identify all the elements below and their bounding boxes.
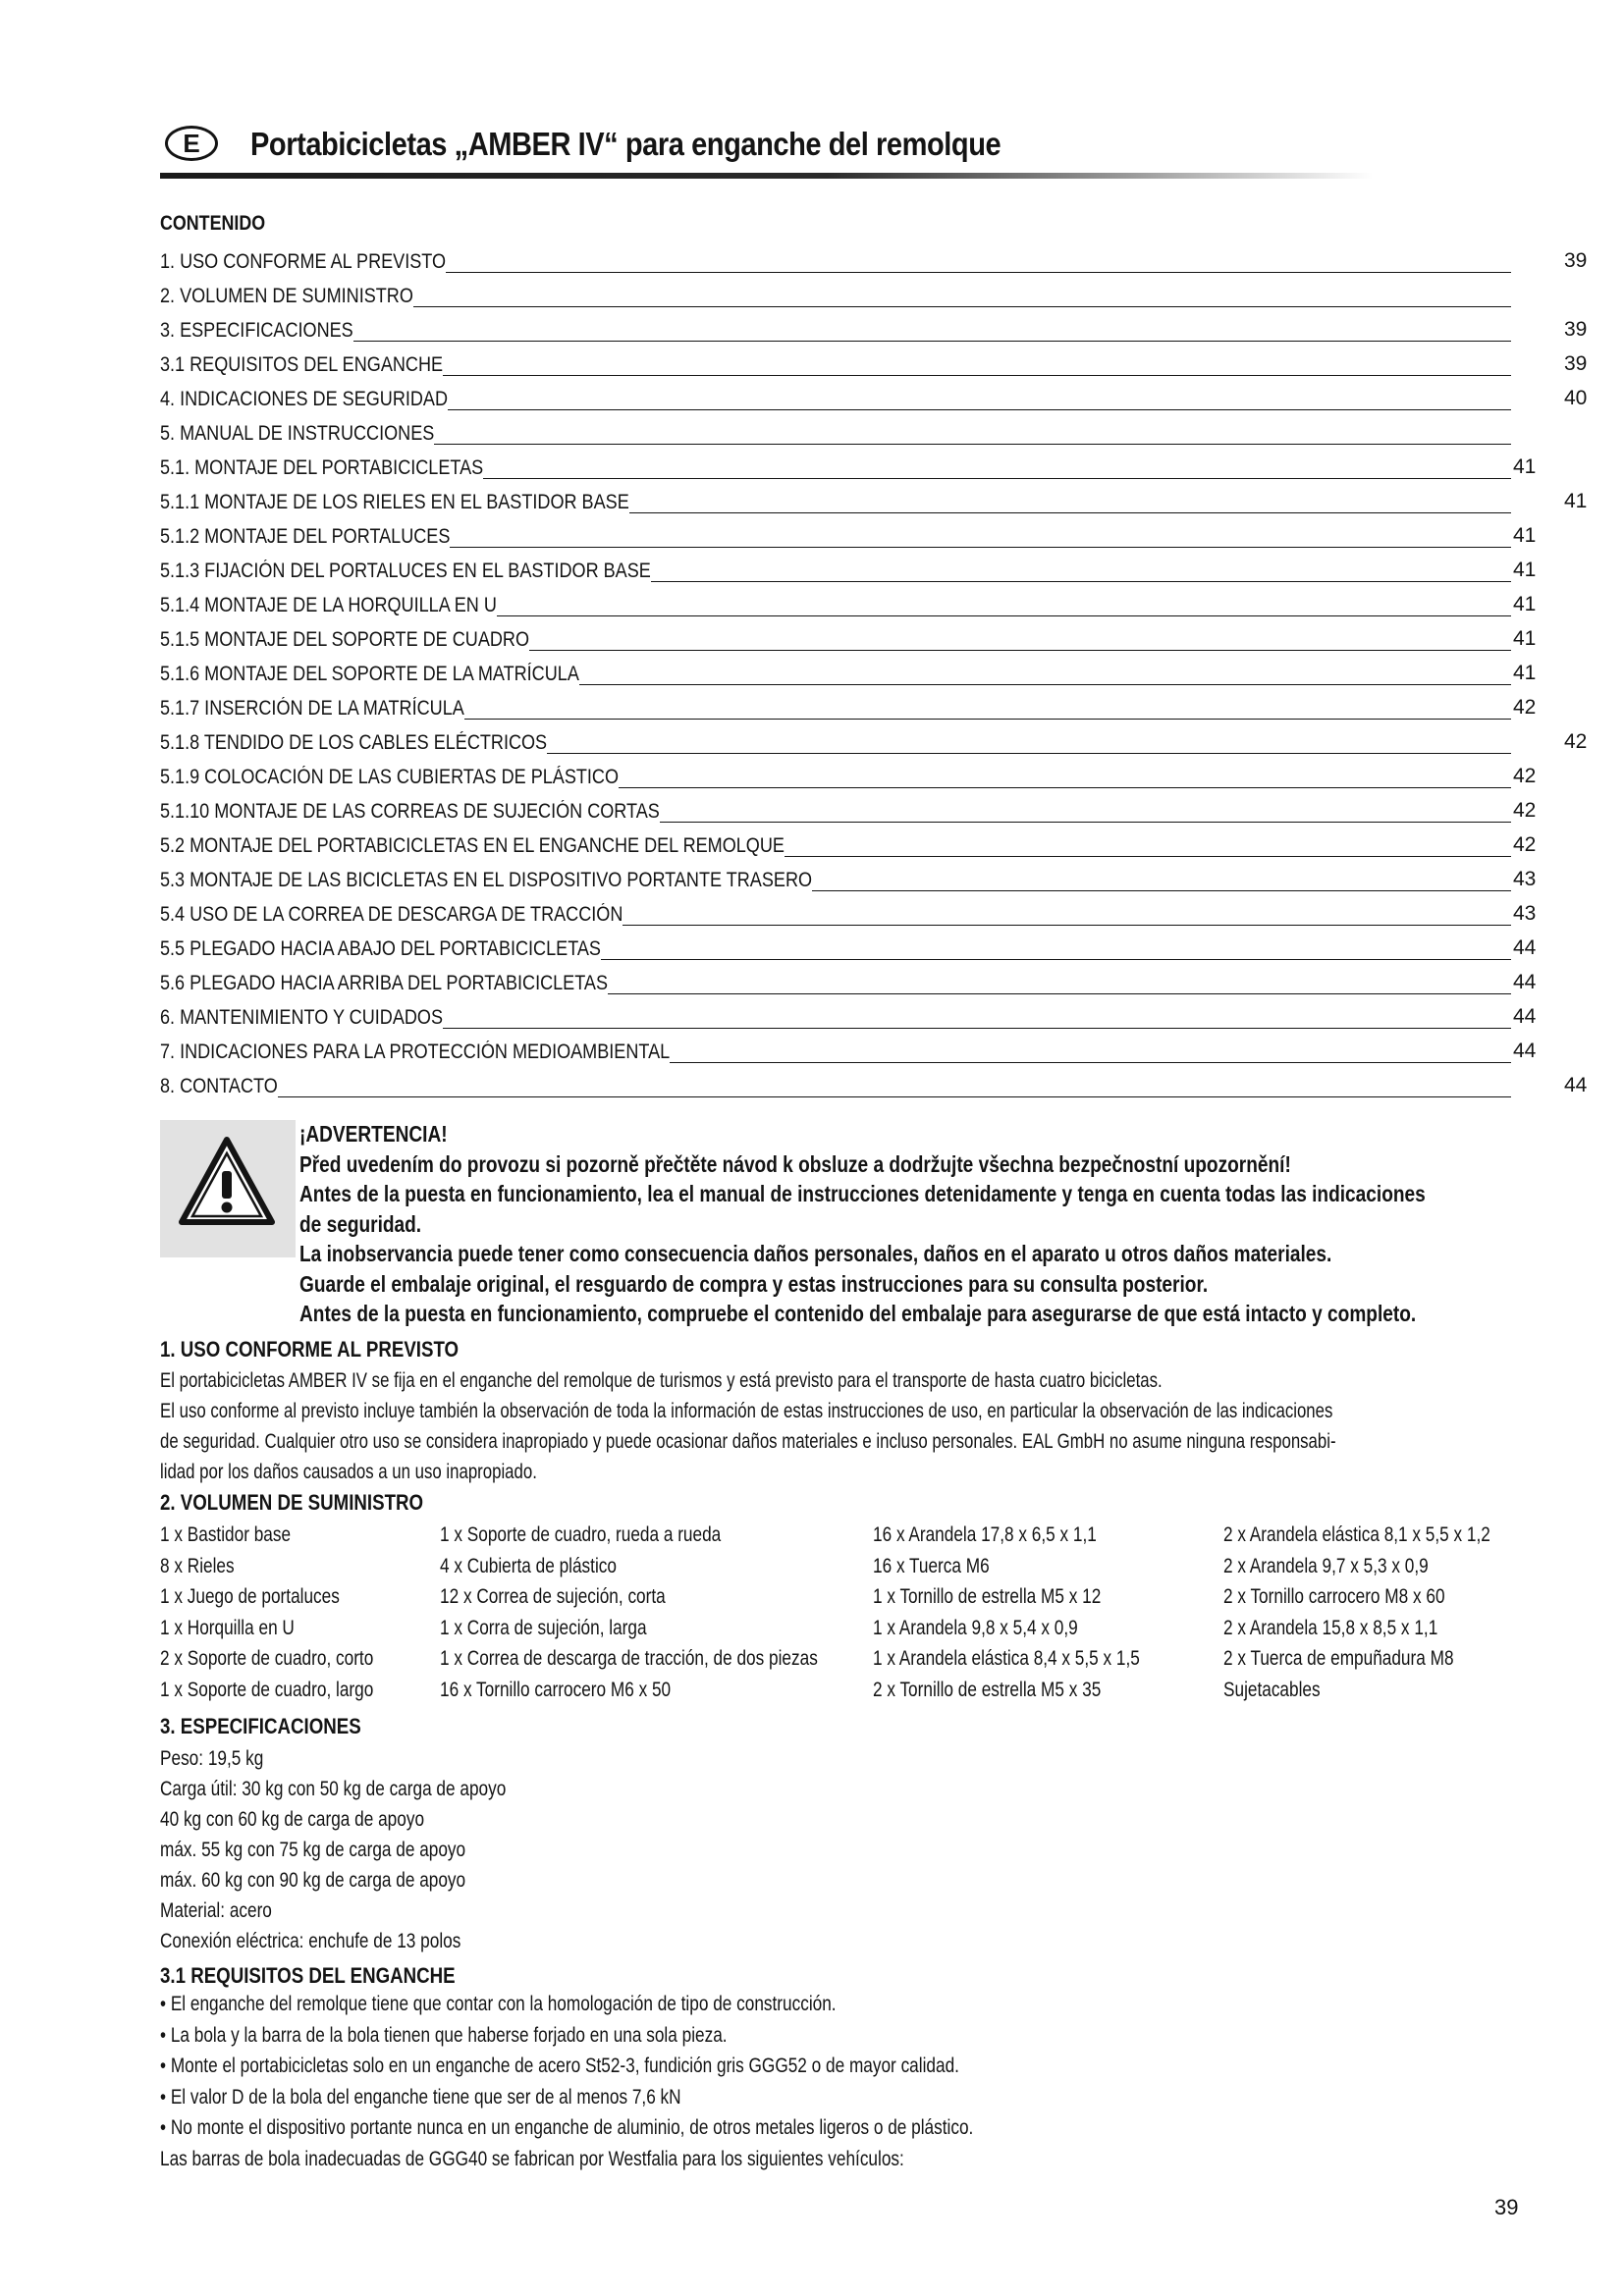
toc-item-label: 5.1.10 MONTAJE DE LAS CORREAS DE SUJECIÓN CORTAS [160,800,660,823]
page-number: 39 [1494,2195,1519,2219]
supply-item: 1 x Soporte de cuadro, rueda a rueda [440,1523,722,1546]
supply-item: 2 x Soporte de cuadro, corto [160,1647,374,1670]
document-title: Portabicicletas „AMBER IV“ para enganche del remolque [250,126,1001,162]
toc-item-page: 42 [1513,799,1537,822]
spec-line: máx. 55 kg con 75 kg de carga de apoyo [160,1839,466,1861]
toc-leader-line [629,512,1511,513]
toc-item [160,929,1589,963]
supply-item: 2 x Arandela 9,7 x 5,3 x 0,9 [1223,1554,1429,1577]
requirements-list [160,1989,973,2174]
toc-leader-line [547,753,1511,754]
toc-item [160,448,1589,482]
paragraph-line: de seguridad. Cualquier otro uso se considera inapropiado y puede ocasionar daños materiales e incluso personales. EAL GmbH no asume ninguna responsabi- [160,1430,1336,1453]
toc-item-label: 5.1. MONTAJE DEL PORTABICICLETAS [160,456,484,479]
spec-line: máx. 60 kg con 90 kg de carga de apoyo [160,1869,466,1892]
supply-item: 12 x Correa de sujeción, corta [440,1585,666,1608]
toc-item [160,1066,1589,1100]
toc-item-label: 5.1.1 MONTAJE DE LOS RIELES EN EL BASTIDOR BASE [160,491,629,513]
toc-item-label: 5.1.9 COLOCACIÓN DE LAS CUBIERTAS DE PLÁSTICO [160,766,620,788]
toc-item-page: 40 [1564,387,1588,409]
supply-item: 2 x Arandela elástica 8,1 x 5,5 x 1,2 [1223,1523,1490,1546]
section-heading-requisitos: 3.1 REQUISITOS DEL ENGANCHE [160,1963,456,1988]
toc-item [160,722,1589,757]
toc-item [160,791,1589,826]
warning-line: La inobservancia puede tener como consecuencia daños personales, daños en el aparato u otros daños materiales. [299,1241,1332,1266]
toc-item-page: 41 [1564,490,1588,512]
warning-box [160,1120,296,1257]
warning-text [299,1119,1537,1329]
supply-item: 2 x Arandela 15,8 x 8,5 x 1,1 [1223,1616,1438,1639]
toc-item [160,516,1589,551]
supply-item: 2 x Tornillo de estrella M5 x 35 [873,1678,1102,1701]
supply-item: Sujetacables [1223,1678,1321,1701]
toc-item-page: 41 [1513,455,1537,478]
toc-item-label: 6. MANTENIMIENTO Y CUIDADOS [160,1006,444,1029]
section-heading-uso: 1. USO CONFORME AL PREVISTO [160,1337,460,1362]
supply-item: 1 x Arandela 9,8 x 5,4 x 0,9 [873,1616,1078,1639]
requirement-item: • No monte el dispositivo portante nunca en un enganche de aluminio, de otros metales ligeros o de plástico. [160,2116,974,2139]
toc-item [160,997,1589,1032]
toc-item [160,551,1589,585]
toc-item-page: 42 [1513,833,1537,856]
specifications-list [160,1743,506,1956]
supply-item: 1 x Horquilla en U [160,1616,295,1639]
warning-line: Guarde el embalaje original, el resguardo de compra y estas instrucciones para su consulta posterior. [299,1270,1209,1297]
toc-leader-line [450,547,1511,548]
requirement-item: • La bola y la barra de la bola tienen que haberse forjado en una sola pieza. [160,2023,728,2047]
toc-item-label: 5.1.8 TENDIDO DE LOS CABLES ELÉCTRICOS [160,731,548,754]
toc-item-page: 43 [1513,902,1537,925]
paragraph-line: El uso conforme al previsto incluye también la observación de toda la información de estas instrucciones de uso, en particular la observación de las indicaciones [160,1400,1333,1422]
toc-item-label: 5. MANUAL DE INSTRUCCIONES [160,422,435,445]
toc-item-page: 39 [1564,249,1588,272]
toc-item-label: 7. INDICACIONES PARA LA PROTECCIÓN MEDIOAMBIENTAL [160,1041,671,1063]
language-badge: E [165,126,218,161]
toc-item-label: 5.1.6 MONTAJE DEL SOPORTE DE LA MATRÍCULA [160,663,579,685]
toc-leader-line [483,478,1511,479]
toc-item-page: 42 [1564,730,1588,753]
supply-item: 16 x Arandela 17,8 x 6,5 x 1,1 [873,1523,1097,1546]
spec-line: Conexión eléctrica: enchufe de 13 polos [160,1930,461,1952]
spec-line: Material: acero [160,1899,272,1922]
toc-item-page: 44 [1564,1074,1588,1096]
toc-item [160,860,1589,894]
toc-item-page: 41 [1513,593,1537,615]
toc-item-page: 41 [1513,559,1537,581]
toc-item [160,654,1589,688]
toc-leader-line [434,444,1511,445]
toc-item-page: 41 [1513,662,1537,684]
toc-item-page: 39 [1564,352,1588,375]
toc-leader-line [619,787,1511,788]
toc-item-label: 5.3 MONTAJE DE LAS BICICLETAS EN EL DISPOSITIVO PORTANTE TRASERO [160,869,813,891]
toc-item [160,482,1589,516]
paragraph-line: El portabicicletas AMBER IV se fija en el enganche del remolque de turismos y está previsto para el transporte de hasta cuatro bicicletas. [160,1369,1163,1392]
spec-line: Peso: 19,5 kg [160,1747,264,1770]
toc-item-label: 5.1.2 MONTAJE DEL PORTALUCES [160,525,451,548]
toc-item-label: 5.2 MONTAJE DEL PORTABICICLETAS EN EL ENGANCHE DEL REMOLQUE [160,834,785,857]
toc-item [160,345,1589,379]
toc-item [160,276,1589,310]
requirement-item: Las barras de bola inadecuadas de GGG40 se fabrican por Westfalia para los siguientes vehículos: [160,2147,904,2170]
toc-item [160,894,1589,929]
section-heading-especificaciones: 3. ESPECIFICACIONES [160,1714,361,1738]
toc-leader-line [353,341,1511,342]
warning-line: de seguridad. [299,1210,422,1237]
toc-item [160,585,1589,619]
toc-leader-line [529,650,1511,651]
toc-leader-line [651,581,1511,582]
toc-leader-line [579,684,1511,685]
toc-leader-line [497,615,1511,616]
toc-item-label: 8. CONTACTO [160,1075,278,1097]
toc-item-page: 39 [1564,318,1588,341]
toc-item-label: 5.6 PLEGADO HACIA ARRIBA DEL PORTABICICLETAS [160,972,609,994]
toc-item-page: 44 [1513,1005,1537,1028]
toc-leader-line [413,306,1511,307]
toc-item-label: 5.1.5 MONTAJE DEL SOPORTE DE CUADRO [160,628,530,651]
toc-item [160,310,1589,345]
supply-item: 16 x Tornillo carrocero M6 x 50 [440,1678,672,1701]
toc-item-page: 42 [1513,765,1537,787]
toc-leader-line [443,1028,1511,1029]
toc-item-page: 41 [1513,627,1537,650]
supply-item: 2 x Tornillo carrocero M8 x 60 [1223,1585,1445,1608]
toc-item-page: 44 [1513,1040,1537,1062]
toc-heading: CONTENIDO [160,212,266,235]
toc-item [160,413,1589,448]
toc-leader-line [278,1096,1511,1097]
toc-leader-line [785,856,1511,857]
toc-leader-line [601,959,1511,960]
toc-leader-line [812,890,1511,891]
toc-item [160,1032,1589,1066]
toc-item-label: 5.4 USO DE LA CORREA DE DESCARGA DE TRACCIÓN [160,903,623,926]
toc-item-page: 43 [1513,868,1537,890]
toc-leader-line [443,375,1511,376]
supply-column [873,1520,1140,1705]
toc-item [160,619,1589,654]
supply-item: 4 x Cubierta de plástico [440,1554,617,1577]
supply-item: 1 x Tornillo de estrella M5 x 12 [873,1585,1102,1608]
supply-item: 8 x Rieles [160,1554,235,1577]
supply-item: 1 x Corra de sujeción, larga [440,1616,647,1639]
toc-item-label: 3.1 REQUISITOS DEL ENGANCHE [160,353,444,376]
toc-item-page: 44 [1513,971,1537,993]
section-uso-body [160,1365,1336,1487]
title-underline [160,173,1373,179]
toc-leader-line [446,272,1511,273]
toc-item [160,757,1589,791]
toc-item-label: 4. INDICACIONES DE SEGURIDAD [160,388,449,410]
toc-item-label: 5.1.3 FIJACIÓN DEL PORTALUCES EN EL BASTIDOR BASE [160,560,651,582]
toc-item [160,688,1589,722]
toc-item-label: 5.1.4 MONTAJE DE LA HORQUILLA EN U [160,594,497,616]
supply-item: 1 x Juego de portaluces [160,1585,340,1608]
spec-line: 40 kg con 60 kg de carga de apoyo [160,1808,425,1831]
toc-item-label: 3. ESPECIFICACIONES [160,319,353,342]
warning-line: Antes de la puesta en funcionamiento, compruebe el contenido del embalaje para asegurarse de que está intacto y completo. [299,1301,1417,1326]
requirement-item: • El valor D de la bola del enganche tiene que ser de al menos 7,6 kN [160,2085,681,2109]
toc-item-label: 2. VOLUMEN DE SUMINISTRO [160,285,413,307]
paragraph-line: lidad por los daños causados a un uso inapropiado. [160,1461,537,1483]
toc-item-page: 41 [1513,524,1537,547]
supply-item: 1 x Bastidor base [160,1523,292,1546]
supply-item: 1 x Correa de descarga de tracción, de dos piezas [440,1647,818,1670]
toc-item [160,963,1589,997]
toc-item [160,826,1589,860]
warning-title: ¡ADVERTENCIA! [299,1121,448,1147]
supply-item: 1 x Arandela elástica 8,4 x 5,5 x 1,5 [873,1647,1140,1670]
toc-item-label: 5.1.7 INSERCIÓN DE LA MATRÍCULA [160,697,464,720]
toc-leader-line [608,993,1511,994]
warning-triangle-icon [178,1134,276,1232]
toc-item-page: 42 [1513,696,1537,719]
warning-line: Antes de la puesta en funcionamiento, lea el manual de instrucciones detenidamente y tenga en cuenta todas las indicaciones [299,1181,1426,1206]
spec-line: Carga útil: 30 kg con 50 kg de carga de apoyo [160,1778,507,1800]
toc-item [160,241,1589,276]
section-heading-suministro: 2. VOLUMEN DE SUMINISTRO [160,1490,424,1515]
supply-column [160,1520,373,1705]
toc-leader-line [670,1062,1511,1063]
supply-column [1223,1520,1490,1705]
toc-leader-line [448,409,1511,410]
warning-line: Před uvedením do provozu si pozorně přečtěte návod k obsluze a dodržujte všechna bezpečnostní upozornění! [299,1150,1291,1177]
toc-item [160,379,1589,413]
toc-item-page: 44 [1513,936,1537,959]
toc-leader-line [660,822,1511,823]
toc-item-label: 1. USO CONFORME AL PREVISTO [160,250,447,273]
supply-column [440,1520,818,1705]
requirement-item: • Monte el portabicicletas solo en un enganche de acero St52-3, fundición gris GGG52 o de mayor calidad. [160,2055,959,2077]
toc-leader-line [464,719,1511,720]
supply-item: 16 x Tuerca M6 [873,1554,990,1577]
toc-item-label: 5.5 PLEGADO HACIA ABAJO DEL PORTABICICLETAS [160,937,601,960]
table-of-contents [160,241,1589,1100]
supply-item: 2 x Tuerca de empuñadura M8 [1223,1647,1454,1670]
toc-leader-line [623,925,1511,926]
requirement-item: • El enganche del remolque tiene que contar con la homologación de tipo de construcción. [160,1993,837,2015]
supply-item: 1 x Soporte de cuadro, largo [160,1678,374,1701]
